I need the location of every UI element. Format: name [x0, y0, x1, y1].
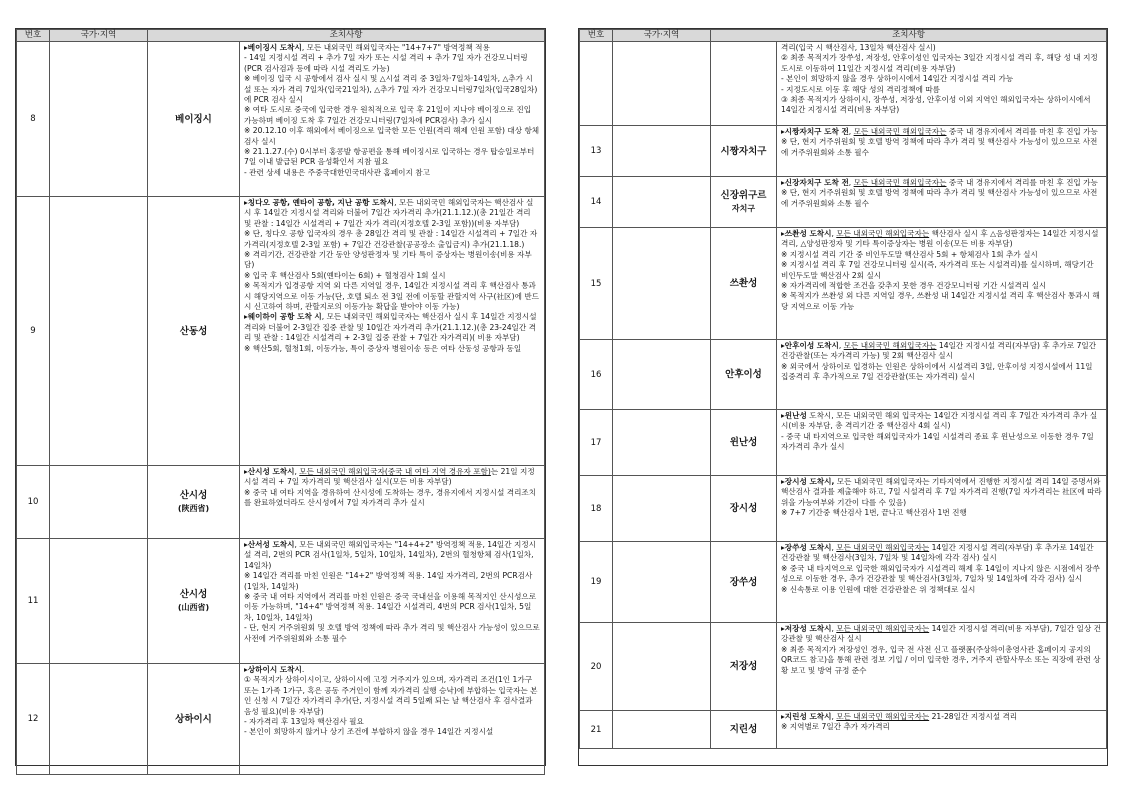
row-spacer [613, 711, 711, 749]
row-number: 16 [580, 340, 613, 410]
row-number: 11 [17, 539, 50, 664]
table-row [580, 126, 1107, 177]
region-label: 산시성 [179, 490, 208, 501]
measure-line: ▸베이징시 도착시, 모든 내외국민 해외입국자는 "14+7+7" 방역정책 적용 [244, 43, 490, 52]
region-sublabel: 자치구 [731, 204, 756, 213]
measure-line: ※ 베이징 입국 시 공항에서 검사 실시 및 △시설 격리 중 3일차·7일차·14일차, △추가 시설 또는 자가 격리 7일차(입국21일차), △추가 7일 자가 건강모니터링7일차(입국28일차)에 PCR 검사 실시 [244, 74, 538, 105]
measure-line: ※ 최종 목적지가 저장성인 경우, 입국 전 사전 신고 플랫폼(주상하이총영사관 홈페이지 공지의 QR코드 참고)을 통해 관련 정보 기입 / 이미 입국한 경우, 거주지 관할사무소 또는 직장에 관련 상황 보고 및 방역 규정 준수 [781, 644, 1101, 675]
table-row [580, 542, 1107, 623]
row-number: 20 [580, 623, 613, 711]
measure-underline: 모든 내외국민 해외입국자는 [836, 712, 930, 721]
row-spacer [50, 539, 148, 664]
measure-line: ▸상하이시 도착시. [244, 665, 305, 674]
row-spacer [50, 42, 148, 197]
measure-heading: ▸칭다오 공항, 옌타이 공항, 지난 공항 도착시 [244, 198, 395, 207]
region-name [148, 539, 240, 664]
row-spacer [613, 340, 711, 410]
measure-detail [777, 711, 1107, 749]
region-label: 산동성 [179, 325, 208, 337]
measure-line: ▸시짱자치구 도착 전, 모든 내외국민 해외입국자는 중국 내 경유지에서 격리를 마친 후 진입 가능 [781, 127, 1098, 136]
table-row [580, 410, 1107, 476]
row-spacer [613, 42, 711, 126]
left-page-table [15, 28, 546, 766]
measure-underline: 모든 내외국민 해외입국자는 [843, 341, 937, 350]
measure-line: 격리(입국 시 핵산검사, 13일차 핵산검사 실시) [781, 43, 936, 52]
measure-line: ③ 최종 목적지가 상하이시, 장쑤성, 저장성, 안후이성 이외 지역인 해외입국자는 상하이시에서 14일간 지정시설 격리(비용 자부담) [781, 95, 1091, 115]
table-row [580, 228, 1107, 340]
region-name [711, 711, 777, 749]
row-number: 14 [580, 177, 613, 228]
measure-heading: ▸지린성 도착시 [781, 712, 832, 721]
row-number [580, 42, 613, 126]
measure-heading: ▸쓰촨성 도착시 [781, 229, 832, 238]
region-label: 베이징시 [175, 113, 212, 125]
measure-line: - 14일 지정시설 격리 + 추가 7일 자가 또는 시설 격리 + 추가 7일 자가 건강모니터링(PCR 검사검과 등에 따라 시설 격리도 가능) [244, 53, 528, 73]
table-row [580, 42, 1107, 126]
region-label: 장쑤성 [729, 576, 758, 588]
region-sublabel: (陝西省) [177, 504, 210, 513]
measure-detail [240, 539, 545, 664]
measure-line: ▸지린성 도착시, 모든 내외국민 해외입국자는 21-28일간 지정시설 격리 [781, 712, 1018, 721]
header-region: 국가·지역 [613, 30, 711, 42]
measure-line: ※ 지정시설 격리 기간 중 비인두도말 핵산검사 5회 + 항체검사 1회 추가 실시 [781, 249, 1038, 259]
measure-line: ▸산서성 도착시, 모든 내외국민 해외입국자는 "14+4+2" 방역정책 적용, 14일간 지정시설 격리, 2번의 PCR 검사(1일차, 5일차, 10일차, 14일차), 2번의 혈청항체 검사(1일차, 14일차) [244, 540, 537, 570]
table-row [17, 539, 545, 664]
measure-detail [240, 466, 545, 539]
measure-line: ▸장쑤성 도착시, 모든 내외국민 해외입국자는 14일간 지정시설 격리(자부담) 후 추가로 14일간 건강관찰 및 핵산검사(3일차, 7일차 및 14일차에 각각 검사) 실시 [781, 543, 1094, 563]
measure-heading: ▸베이징시 도착시 [244, 43, 302, 52]
region-name [711, 126, 777, 177]
measure-line: ※ 중국 내 여타 지역을 경유하여 산시성에 도착하는 경우, 경유지에서 지정시설 격리조치를 완료하였더라도 산시성에서 7일 자가격리 추가 실시 [244, 487, 537, 508]
measure-line: ※ 단, 현지 거주위원회 및 호텔 방역 정책에 따라 추가 격리 및 핵산검사 가능성이 있으므로 사전에 거주위원회와 소통 필수 [781, 188, 1098, 208]
measure-line: ② 최종 목적지가 장쑤성, 저장성, 안후이성인 입국자는 3일간 지정시설 격리 후, 해당 성 내 지정도시로 이동하여 11일간 지정시설 격리(비용 자부담) [781, 53, 1098, 73]
table-row [17, 466, 545, 539]
table-row [17, 197, 545, 466]
measure-line: ※ 단, 현지 거주위원회 및 호텔 방역 정책에 따라 추가 격리 및 핵산검사 가능성이 있으므로 사전에 거주위원회와 소통 필수 [781, 137, 1098, 157]
measure-line: ※ 여타 도시로 중국에 입국한 경우 원칙적으로 입국 후 21일이 지나야 베이징으로 진입 가능하며 베이징 도착 후 7일간 건강모니터링(7일차에 PCR검사) 추가 실시 [244, 105, 532, 125]
measure-detail [777, 177, 1107, 228]
row-number: 8 [17, 42, 50, 197]
measure-detail [240, 664, 545, 775]
region-name [148, 42, 240, 197]
measure-line: ※ 외국에서 상하이로 입경하는 인원은 상하이에서 시설격리 3일, 안후이성 지정시설에서 11일 집중격리 후 추가적으로 7일 건강관찰(또는 자가격리) 실시 [781, 361, 1093, 382]
region-label: 상하이시 [175, 713, 212, 725]
row-number: 21 [580, 711, 613, 749]
region-sublabel: (山西省) [177, 603, 210, 612]
measure-detail [777, 410, 1107, 476]
region-name [711, 476, 777, 542]
measure-line: - 본인이 희망하지 않을 경우 상하이시에서 14일간 지정시설 격리 가능 [781, 74, 1014, 84]
measure-line: ▸웨이하이 공항 도착 시, 모든 내외국민 해외입국자는 핵산검사 실시 후 14일간 지정시설 격리와 더불어 2-3일간 집중 관찰 및 10일간 자가격리 추가(21.1.12.)(총 23-24일간 격리 및 관찰 : 14일간 시설격리 + 2-3일 집중 관찰 + 7일간 자가격리)( 비용 자부담) [244, 312, 537, 343]
row-number: 19 [580, 542, 613, 623]
row-number: 17 [580, 410, 613, 476]
measure-line: ▸윈난성 도착시, 모든 내외국민 해외 입국자는 14일간 지정시설 격리 후 7일간 자가격리 추가 실시(비용 자부담, 총 격리기간 중 핵산검사 4회 실시) [781, 411, 1098, 431]
region-name [711, 228, 777, 340]
region-label: 윈난성 [729, 437, 758, 448]
measure-underline: 모든 내외국민 해외입국자는 [836, 229, 930, 238]
table-row [580, 711, 1107, 749]
measure-heading: ▸신장자치구 도착 전 [781, 178, 849, 187]
measure-line: ▸신장자치구 도착 전, 모든 내외국민 해외입국자는 중국 내 경유지에서 격리를 마친 후 진입 가능 [781, 178, 1098, 187]
measure-line: ※ 21.1.27.(수) 0시부터 홍콩발 항공편을 통해 베이징시로 입국하는 경우 탑승일로부터 7일 이내 발급된 PCR 음성확인서 지참 필요 [244, 147, 535, 167]
region-name [148, 664, 240, 775]
measure-line: ① 목적지가 상하이시이고, 상하이시에 고정 거주지가 있으며, 자가격리 조건(1인 1가구 또는 1가족 1가구, 혹은 공동 주거인이 함께 자가격리 실행 승낙)에 부합하는 입국자는 본인 신청 시 7일간 자가격리 추가(단, 지정시설 격리 5일째 되는 날 핵산검사 후 검사결과 음성 필요)(비용 자부담) [244, 675, 538, 716]
measure-heading: ▸시짱자치구 도착 전 [781, 127, 849, 136]
row-spacer [613, 177, 711, 228]
row-number: 9 [17, 197, 50, 466]
region-label: 장시성 [729, 503, 758, 514]
table-row [17, 664, 545, 775]
measure-underline: 모든 내외국민 해외입국자는 [853, 178, 947, 187]
measure-line: ▸안후이성 도착시, 모든 내외국민 해외입국자는 14일간 지정시설 격리(자부담) 후 추가로 7일간 건강관찰(또는 자가격리 가능) 및 2회 핵산검사 실시 [781, 341, 1097, 361]
region-label: 지린성 [729, 724, 758, 735]
measure-heading: ▸장쑤성 도착시 [781, 543, 832, 552]
row-spacer [50, 466, 148, 539]
region-label: 안후이성 [725, 369, 762, 380]
header-measure: 조치사항 [711, 30, 1107, 42]
row-spacer [613, 623, 711, 711]
region-name [711, 542, 777, 623]
region-name [148, 197, 240, 466]
region-name [711, 42, 777, 126]
header-no: 번호 [17, 30, 50, 42]
measure-line: ※ 중국 내 타지역으로 입국한 해외입국자가 시설격리 해제 후 14일이 지나지 않은 시점에서 장쑤성으로 이동한 경우, 추가 건강관찰 및 핵산검사(3일차, 7일차 및 14일차에 각각 검사) 실시 [781, 563, 1100, 584]
measure-detail [240, 42, 545, 197]
row-spacer [50, 664, 148, 775]
region-label: 쓰촨성 [729, 278, 758, 289]
header-measure: 조치사항 [148, 30, 545, 42]
row-spacer [50, 197, 148, 466]
measure-detail [777, 340, 1107, 410]
table-row [580, 340, 1107, 410]
measure-line: ※ 중국 내 여타 지역에서 격리를 마친 인원은 중국 국내선을 이용해 목적지인 산시성으로 이동 가능하며, "14+4" 방역정책 적용. 14일간 시설격리, 4번의 PCR 검사(1일차, 5일차, 10일차, 14일차) [244, 592, 537, 622]
measure-line: ▸산시성 도착시, 모든 내외국민 해외입국자(중국 내 여타 지역 경유자 포함)는 21일 지정시설 격리 + 7일 자가격리 및 핵산검사 실시(모든 비용 자부담) [244, 467, 535, 487]
measure-line: - 본인이 희망하지 않거나 상기 조건에 부합하지 않을 경우 14일간 지정시설 [244, 727, 494, 737]
measure-line: ▸쓰촨성 도착시, 모든 내외국민 해외입국자는 핵산검사 실시 후 △음성판정자는 14일간 지정시설 격리, △양성판정자 및 기타 특이증상자는 병원 이송(모든 비용 자부담) [781, 229, 1099, 249]
measure-heading: ▸저장성 도착시 [781, 624, 832, 633]
measure-line: - 단, 현지 거주위원회 및 호텔 방역 정책에 따라 추가 격리 및 핵산검사 가능성이 있으므로 사전에 거주위원회와 소통 필수 [244, 623, 540, 643]
region-name [711, 177, 777, 228]
measure-line: ※ 7+7 기간중 핵산검사 1번, 끝나고 핵산검사 1번 진행 [781, 508, 967, 518]
measure-line: ※ 입국 후 핵산검사 5회(옌타이는 6회) + 혈청검사 1회 실시 [244, 270, 446, 280]
measure-detail [777, 228, 1107, 340]
measure-underline: 모든 내외국민 해외입국자는 [853, 127, 947, 136]
measure-heading: ▸장시성 도착시, [781, 477, 835, 486]
row-spacer [613, 542, 711, 623]
right-page-table [578, 28, 1108, 766]
measure-heading: ▸산시성 도착시 [244, 467, 295, 476]
measure-underline: 모든 내외국민 해외입국자는 [836, 624, 930, 633]
measure-line: ※ 14일간 격리를 마친 인원은 "14+2" 방역정책 적용. 14일 자가격리, 2번의 PCR검사(1일차, 14일차) [244, 571, 533, 591]
measure-detail [240, 197, 545, 466]
row-number: 13 [580, 126, 613, 177]
measure-heading: ▸산서성 도착시 [244, 540, 295, 549]
table-row [580, 177, 1107, 228]
measure-line: ※ 신속통로 이용 인원에 대한 건강관찰은 위 정책대로 실시 [781, 584, 976, 594]
header-no: 번호 [580, 30, 613, 42]
measure-line: ※ 격리기간, 건강관찰 기간 동안 양성판정자 및 기타 특이 증상자는 병원이송(비용 자부담) [244, 250, 532, 270]
measure-detail [777, 476, 1107, 542]
measure-line: - 지정도시로 이동 후 해당 성의 격리정책에 따름 [781, 84, 941, 94]
row-number: 18 [580, 476, 613, 542]
row-spacer [613, 476, 711, 542]
region-name [711, 623, 777, 711]
region-name [711, 340, 777, 410]
measure-line: ▸저장성 도착시, 모든 내외국민 해외입국자는 14일간 지정시설 격리(비용 자부담), 7일간 일상 건강관찰 및 핵산검사 실시 [781, 624, 1101, 644]
row-number: 12 [17, 664, 50, 775]
measure-line: ※ 20.12.10 이후 해외에서 베이징으로 입국한 모든 인원(격리 해제 인원 포함) 대상 항체 검사 실시 [244, 126, 540, 146]
measure-line: - 중국 내 타지역으로 입국한 해외입국자가 14일 시설격리 종료 후 윈난성으로 이동한 경우 7일 자가격리 추가 실시 [781, 431, 1094, 452]
measure-line: ※ 목적지가 쓰촨성 외 다른 지역일 경우, 쓰촨성 내 14일간 지정시설 격리 후 핵산검사 통과시 해당 지역으로 이동 가능 [781, 291, 1100, 311]
measure-line: - 자가격리 후 13일차 핵산검사 필요 [244, 717, 364, 727]
measure-line: ※ 단, 칭다오 공항 입국자의 경우 총 28일간 격리 및 관찰 : 14일간 시설격리 + 7일간 자가격리(지정호텔 2-3일 포함) + 7일간 건강관찰(공공장소 출입금지) 추가(21.1.18.) [244, 229, 538, 249]
measure-line: ▸장시성 도착시, 모든 내외국민 해외입국자는 기타지역에서 진행한 지정시설 격리 14일 증명서와 핵산검사 결과를 제출해야 하고, 7일 시설격리 후 7일 자가격리 진행(7일 자가격리는 社区에 따라 위을 가능여부와 기간이 다를 수 있음) [781, 477, 1102, 507]
region-name [711, 410, 777, 476]
measure-detail [777, 623, 1107, 711]
measure-heading: ▸상하이시 도착시 [244, 665, 302, 674]
measure-line: ※ 자가격리에 적합한 조건을 갖추지 못한 경우 건강모니터링 기간 시설격리 실시 [781, 281, 1047, 291]
measure-detail [777, 42, 1107, 126]
measure-detail [777, 542, 1107, 623]
measure-underline: 모든 내외국민 해외입국자는 [836, 543, 930, 552]
region-label: 시짱자치구 [720, 145, 767, 157]
measure-line: ※ 지정시설 격리 후 7일 건강모니터링 실시(즉, 자가격리 또는 시설격리)를 실시하며, 해당기간 비인두도말 핵산검사 2회 실시 [781, 260, 1094, 280]
header-region: 국가·지역 [50, 30, 148, 42]
table-row [580, 476, 1107, 542]
measure-line: ※ 핵산5회, 혈청1회, 이동가능, 특이 증상자 병원이송 등은 여타 산동성 공항과 동일 [244, 343, 522, 353]
measure-underline: 모든 내외국민 해외입국자(중국 내 여타 지역 경유자 포함) [299, 467, 491, 476]
region-label: 산시성 [179, 589, 208, 600]
row-number: 10 [17, 466, 50, 539]
region-name [148, 466, 240, 539]
table-row [17, 42, 545, 197]
table-row [580, 623, 1107, 711]
row-spacer [613, 228, 711, 340]
row-spacer [613, 126, 711, 177]
measure-line: ▸칭다오 공항, 옌타이 공항, 지난 공항 도착시, 모든 내외국민 해외입국자는 핵산검사 실시 후 14일간 지정시설 격리와 더불어 7일간 자가격리 추가(21.1.12.)(총 21일간 격리 및 관찰 : 14일간 시설격리 + 7일간 자가 격리(지정호텔 2-3일 포함))(비용 자부담) [244, 198, 534, 228]
region-label: 신장위구르 [720, 190, 767, 201]
measure-detail [777, 126, 1107, 177]
measure-heading: ▸윈난성 [781, 411, 807, 420]
region-label: 저장성 [729, 661, 758, 672]
measure-line: ※ 지역별로 7일간 추가 자가격리 [781, 722, 890, 732]
measure-heading: ▸웨이하이 공항 도착 시 [244, 312, 322, 322]
measure-heading: ▸안후이성 도착시 [781, 341, 839, 350]
row-spacer [613, 410, 711, 476]
measure-line: - 관련 상세 내용은 주중국대한민국대사관 홈페이지 참고 [244, 167, 430, 177]
measure-line: ※ 목적지가 입경공항 지역 외 다른 지역일 경우, 14일간 지정시설 격리 후 핵산검사 통과 시 해당지역으로 이동 가능(단, 호텔 퇴소 전 3일 전에 이동할 관할지역 사구(社区)에 반드시 신고하여 하며, 관할지로의 이동가능 확답을 받아야 이동 가능) [244, 281, 540, 312]
row-number: 15 [580, 228, 613, 340]
